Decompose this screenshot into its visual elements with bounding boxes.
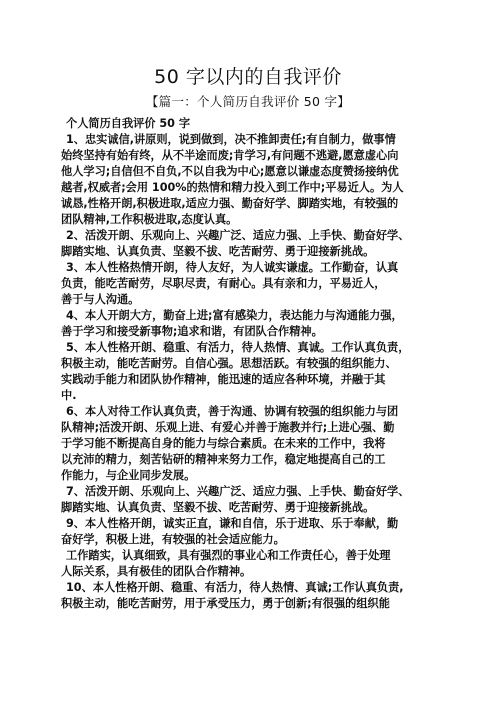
text-line: 中. [61,389,77,402]
text-line: 6、本人对待工作认真负责，善于沟通、协调有较强的组织能力与团 [66,405,399,418]
text-line: 以充沛的精力，刻苦钻研的精神来努力工作，稳定地提高自己的工 [61,453,386,466]
text-line: 他人学习;自信但不自负,不以自我为中心;愿意以谦虚态度赞扬接纳优 [61,165,399,178]
text-line: 善于与人沟通。 [61,293,140,306]
text-line: 人际关系，具有极佳的团队合作精神。 [61,565,252,578]
text-line: 4、本人开朗大方，勤奋上进;富有感染力，表达能力与沟通能力强， [66,309,403,322]
text-line: 越者,权威者;会用 100%的热情和精力投入到工作中;平易近人。为人 [61,181,404,194]
text-line: 9、本人性格开朗，诚实正直，谦和自信，乐于进取、乐于奉献，勤 [66,517,399,530]
document-body [61,116,441,612]
text-line: 个人简历自我评价 50 字 [66,117,191,130]
text-line: 10、本人性格开朗、稳重、有活力，待人热情、真诚;工作认真负责, [66,581,404,594]
page-title: 50 字以内的自我评价 [154,66,342,88]
text-line: 实践动手能力和团队协作精神，能迅速的适应各种环境，并融于其 [61,373,386,386]
section-subtitle: 【篇一：个人简历自我评价 50 字】 [145,94,351,109]
text-line: 7、活泼开朗、乐观向上、兴趣广泛、适应力强、上手快、勤奋好学、 [66,485,410,498]
text-line: 积极主动，能吃苦耐劳。自信心强。思想活跃。有较强的组织能力、 [61,357,397,370]
text-line: 善于学习和接受新事物;追求和谐，有团队合作精神。 [61,325,323,338]
text-line: 工作踏实，认真细致，具有强烈的事业心和工作责任心，善于处理 [66,549,391,562]
text-line: 负责，能吃苦耐劳，尽职尽责，有耐心。具有亲和力，平易近人， [61,277,386,290]
text-line: 诚恳,性格开朗,积极进取,适应力强、勤奋好学、脚踏实地，有较强的 [61,197,399,210]
text-line: 脚踏实地、认真负责、坚毅不拔、吃苦耐劳、勇于迎接新挑战。 [61,245,375,258]
text-line: 团队精神,工作积极进取,态度认真。 [61,213,238,226]
text-line: 奋好学，积极上进，有较强的社会适应能力。 [61,533,285,546]
text-line: 队精神;活泼开朗、乐观上进、有爱心并善于施教并行;上进心强、勤 [61,421,395,434]
text-line: 积极主动，能吃苦耐劳，用于承受压力，勇于创新;有很强的组织能 [61,597,390,610]
text-line: 作能力，与企业同步发展。 [61,469,196,482]
text-line: 5、本人性格开朗、稳重、有活力，待人热情、真诚。工作认真负责， [66,341,410,354]
text-line: 1、忠实诚信,讲原则，说到做到，决不推卸责任;有自制力，做事情 [66,133,396,146]
text-line: 脚踏实地、认真负责、坚毅不拔、吃苦耐劳、勇于迎接新挑战。 [61,501,375,514]
text-line: 2、活泼开朗、乐观向上、兴趣广泛、适应力强、上手快、勤奋好学、 [66,229,410,242]
text-line: 3、本人性格热情开朗，待人友好，为人诚实谦虚。工作勤奋，认真 [66,261,399,274]
text-line: 于学习能不断提高自身的能力与综合素质。在未来的工作中，我将 [61,437,386,450]
text-line: 始终坚持有始有终，从不半途而废;肯学习,有问题不逃避,愿意虚心向 [61,149,399,162]
